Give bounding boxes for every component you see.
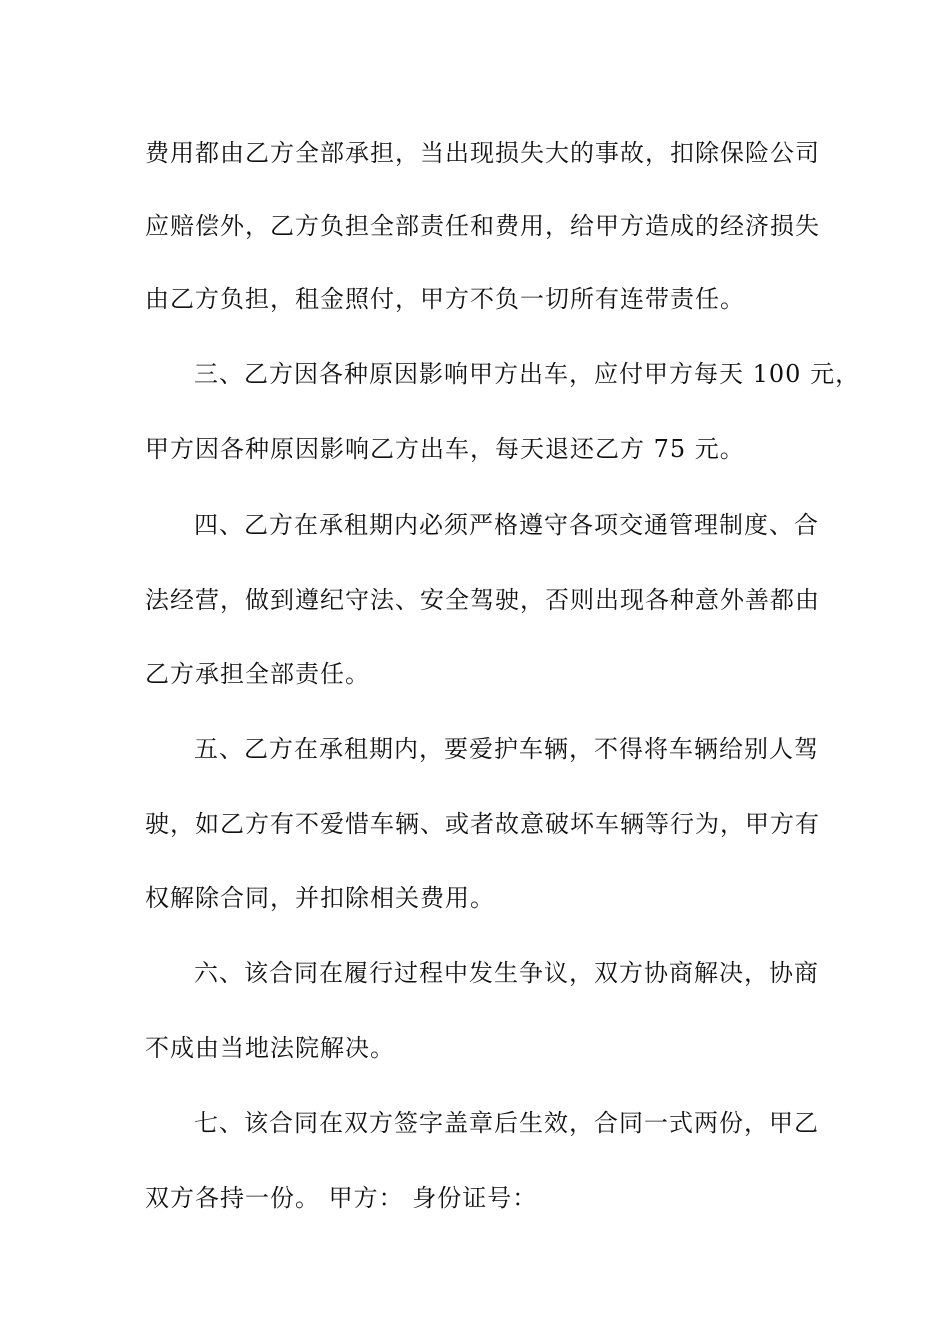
- text-line: 费用都由乙方全部承担，当出现损失大的事故，扣除保险公司: [145, 139, 820, 167]
- text-line: 乙方承担全部责任。: [145, 660, 370, 688]
- signature-line: 双方各持一份。 甲方： 身份证号：: [145, 1184, 538, 1212]
- clause-six-line: 六、该合同在履行过程中发生争议，双方协商解决，协商: [194, 959, 819, 987]
- clause-five-line: 五、乙方在承租期内，要爱护车辆，不得将车辆给别人驾: [194, 735, 819, 763]
- text-line: 由乙方负担，租金照付，甲方不负一切所有连带责任。: [145, 285, 745, 313]
- text-line: 法经营，做到遵纪守法、安全驾驶，否则出现各种意外善都由: [145, 586, 820, 614]
- clause-seven-line: 七、该合同在双方签字盖章后生效，合同一式两份，甲乙: [194, 1109, 819, 1137]
- text-line: 权解除合同，并扣除相关费用。: [145, 884, 495, 912]
- text-line: 驶，如乙方有不爱惜车辆、或者故意破坏车辆等行为，甲方有: [145, 810, 820, 838]
- text-line: 不成由当地法院解决。: [145, 1034, 395, 1062]
- text-line: 应赔偿外，乙方负担全部责任和费用，给甲方造成的经济损失: [145, 212, 820, 240]
- clause-three-line: 三、乙方因各种原因影响甲方出车，应付甲方每天 100 元，: [194, 360, 861, 388]
- clause-four-line: 四、乙方在承租期内必须严格遵守各项交通管理制度、合: [194, 511, 819, 539]
- text-line: 甲方因各种原因影响乙方出车，每天退还乙方 75 元。: [145, 435, 745, 463]
